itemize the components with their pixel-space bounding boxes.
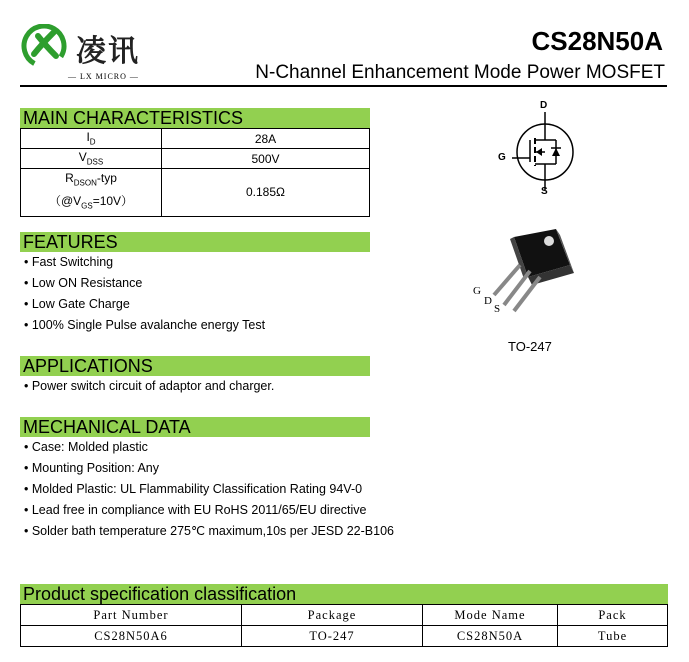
list-item: • Fast Switching <box>24 255 114 269</box>
value-rdson: 0.185Ω <box>162 169 370 217</box>
applications-list <box>24 376 274 397</box>
list-item: • Case: Molded plastic <box>24 440 148 454</box>
param-vdss: $V_{DSS}$ <box>21 149 162 169</box>
mosfet-symbol <box>490 100 600 200</box>
to247-package-image <box>470 225 600 325</box>
features-heading: FEATURES <box>20 232 370 252</box>
list-item: • Mounting Position: Any <box>24 461 160 475</box>
table-header-row <box>21 605 668 626</box>
features-list <box>24 252 265 336</box>
list-item: • Solder bath temperature 275℃ maximum,10s per JESD 22-B106 <box>24 524 394 538</box>
drain-label: D <box>540 100 548 111</box>
cell-part-number: CS28N50A6 <box>21 626 242 647</box>
pin-g-label: G <box>473 285 481 297</box>
param-id: $I_D$ <box>21 129 162 149</box>
mechanical-data-heading: MECHANICAL DATA <box>20 417 370 437</box>
logo-english-name: — LX MICRO — <box>68 72 139 81</box>
param-rdson: $R_{DSON}$-typ $(@V_{GS}=10V)$ <box>21 169 162 217</box>
list-item: • Power switch circuit of adaptor and charger. <box>24 379 275 393</box>
product-spec-heading: Product specification classification <box>20 584 668 604</box>
part-number-title: CS28N50A <box>531 26 663 56</box>
header-package: Package <box>242 605 423 626</box>
source-label: S <box>541 186 548 197</box>
list-item: • Molded Plastic: UL Flammability Classification Rating 94V-0 <box>24 482 363 496</box>
pin-s-label: S <box>494 303 501 315</box>
device-subtitle: N-Channel Enhancement Mode Power MOSFET <box>255 62 665 83</box>
applications-heading: APPLICATIONS <box>20 356 370 376</box>
cell-pack: Tube <box>558 626 668 647</box>
list-item: • Low ON Resistance <box>24 276 143 290</box>
main-characteristics-heading: MAIN CHARACTERISTICS <box>20 108 370 128</box>
main-characteristics-table <box>20 128 370 217</box>
pin-d-label: D <box>484 295 492 307</box>
gate-label: G <box>498 152 506 163</box>
header-mode-name: Mode Name <box>423 605 558 626</box>
product-spec-table <box>20 604 668 647</box>
list-item: • Low Gate Charge <box>24 297 130 311</box>
package-label: TO-247 <box>508 339 552 354</box>
table-row <box>21 626 668 647</box>
mosfet-schematic-icon <box>490 100 600 200</box>
header-pack: Pack <box>558 605 668 626</box>
cell-mode-name: CS28N50A <box>423 626 558 647</box>
value-id: 28A <box>162 129 370 149</box>
to247-package-icon <box>470 225 600 325</box>
logo-chinese-name: 凌讯 <box>76 34 140 69</box>
lx-logo-icon <box>20 24 72 68</box>
company-logo <box>20 24 150 86</box>
header-divider <box>20 85 667 87</box>
cell-package: TO-247 <box>242 626 423 647</box>
list-item: • Lead free in compliance with EU RoHS 2011/65/EU directive <box>24 503 367 517</box>
list-item: • 100% Single Pulse avalanche energy Test <box>24 318 266 332</box>
value-vdss: 500V <box>162 149 370 169</box>
header-part-number: Part Number <box>21 605 242 626</box>
mechanical-data-list <box>24 437 394 542</box>
